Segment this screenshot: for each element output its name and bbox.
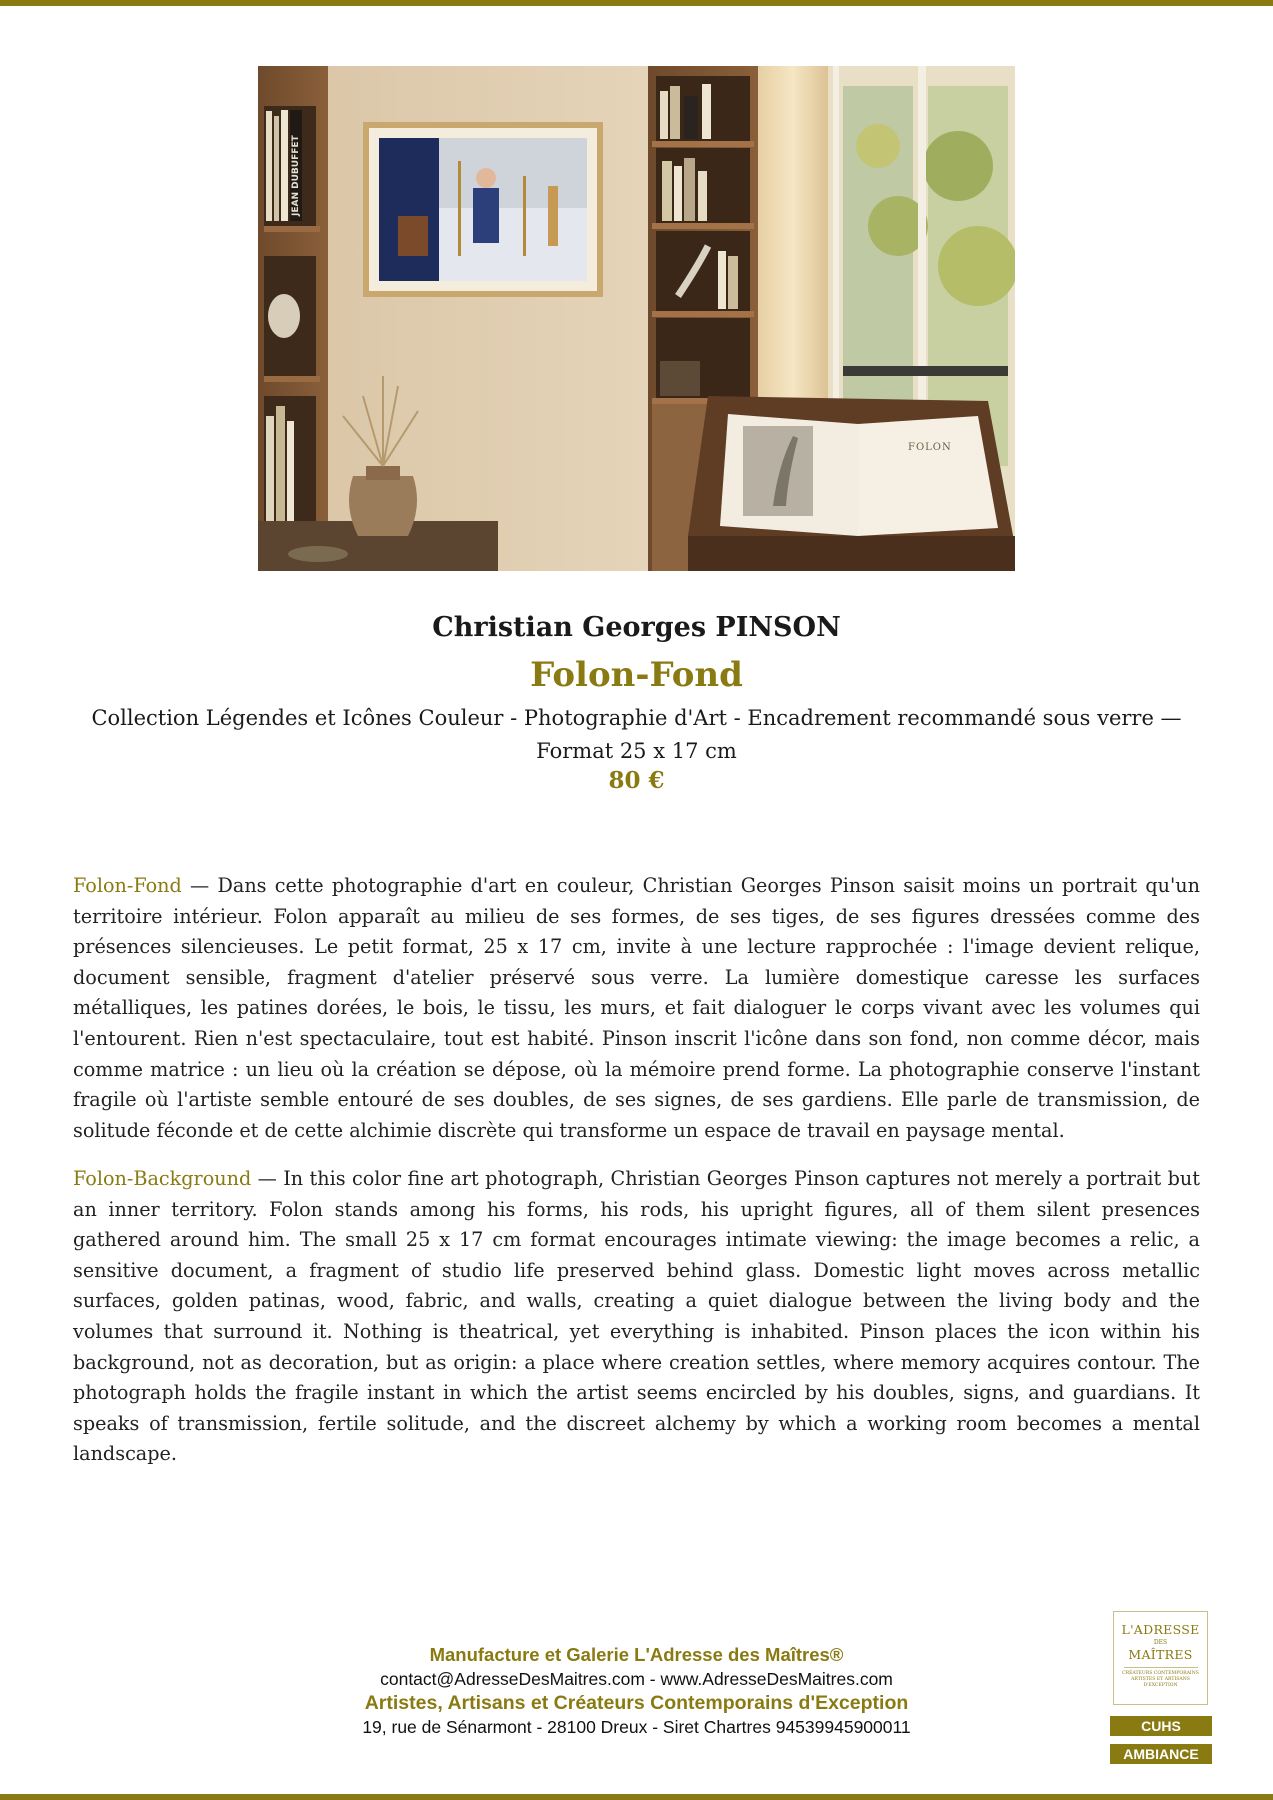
book-title-label: FOLON [908, 442, 952, 453]
logo-line-3: MAÎTRES [1128, 1647, 1193, 1662]
logo-line-2: DES [1153, 1639, 1168, 1646]
description-en-lead: Folon-Background [73, 1167, 252, 1190]
footer-address: 19, rue de Sénarmont - 28100 Dreux - Siret Chartres 94539945900011 [362, 1717, 911, 1737]
top-border [0, 0, 1273, 6]
logo-line-4: CRÉATEURS CONTEMPORAINS ARTISTES ET ARTISANS D'EXCEPTION [1122, 1671, 1199, 1688]
badge-ambiance: AMBIANCE [1110, 1744, 1212, 1764]
artwork-title: Folon-Fond [530, 655, 743, 695]
artwork-subtitle: Collection Légendes et Icônes Couleur - Photographie d'Art - Encadrement recommandé sous verre — Format 25 x 17 cm [91, 706, 1182, 763]
book-spine-label: JEAN DUBUFFET [291, 135, 301, 216]
footer-contact[interactable]: contact@AdresseDesMaitres.com - www.AdresseDesMaitres.com [380, 1669, 893, 1689]
footer-tagline: Artistes, Artisans et Créateurs Contemporains d'Exception [364, 1692, 909, 1714]
description-en [73, 1164, 1200, 1470]
description-en-text: — In this color fine art photograph, Christian Georges Pinson captures not merely a portrait but an inner territory. Folon stands among his forms, his rods, his upright figures, all of them silent presences gathered around him. The small 25 x 17 cm format encourages intimate viewing: the image becomes a relic, a sensitive document, a fragment of studio life preserved behind glass. Domestic light moves across metallic surfaces, golden patinas, wood, fabric, and walls, creating a quiet dialogue between the living body and the volumes that surround it. Nothing is theatrical, yet everything is inhabited. Pinson places the icon within his background, not as decoration, but as origin: a place where creation settles, where memory acquires contour. The photograph holds the fragile instant in which the artist seems encircled by his doubles, signs, and guardians. It speaks of transmission, fertile solitude, and the discreet alchemy by which a working room becomes a mental landscape. [73, 1167, 1200, 1466]
logo-rule [1124, 1667, 1198, 1668]
artwork-price: 80 € [608, 767, 665, 794]
description-fr-text: — Dans cette photographie d'art en couleur, Christian Georges Pinson saisit moins un portrait qu'un territoire intérieur. Folon apparaît au milieu de ses formes, de ses tiges, de ses figures dressées comme des présences silencieuses. Le petit format, 25 x 17 cm, invite à une lecture rapprochée : l'image devient relique, document sensible, fragment d'atelier préservé sous verre. La lumière domestique caresse les surfaces métalliques, les patines dorées, le bois, le tissu, les murs, et fait dialoguer le corps vivant avec les volumes qui l'entourent. Rien n'est spectaculaire, tout est habité. Pinson inscrit l'icône dans son fond, non comme décor, mais comme matrice : un lieu où la création se dépose, où la mémoire prend forme. La photographie conserve l'instant fragile où l'artiste semble entouré de ses doubles, de ses signes, de ses gardiens. Elle parle de transmission, de solitude féconde et de cette alchimie discrète qui transforme un espace de travail en paysage mental. [73, 874, 1200, 1142]
artist-name: Christian Georges PINSON [432, 612, 841, 643]
logo-line-1: L'ADRESSE [1121, 1622, 1200, 1637]
badge-cuhs: CUHS [1110, 1716, 1212, 1736]
footer [260, 1643, 1013, 1739]
description-fr [73, 871, 1200, 1146]
bottom-border [0, 1794, 1273, 1800]
description-fr-lead: Folon-Fond [73, 874, 182, 897]
artwork-photo [258, 66, 1015, 571]
gallery-logo [1113, 1611, 1208, 1705]
footer-company: Manufacture et Galerie L'Adresse des Maîtres® [429, 1644, 844, 1665]
interior-scene-image [258, 66, 1015, 571]
